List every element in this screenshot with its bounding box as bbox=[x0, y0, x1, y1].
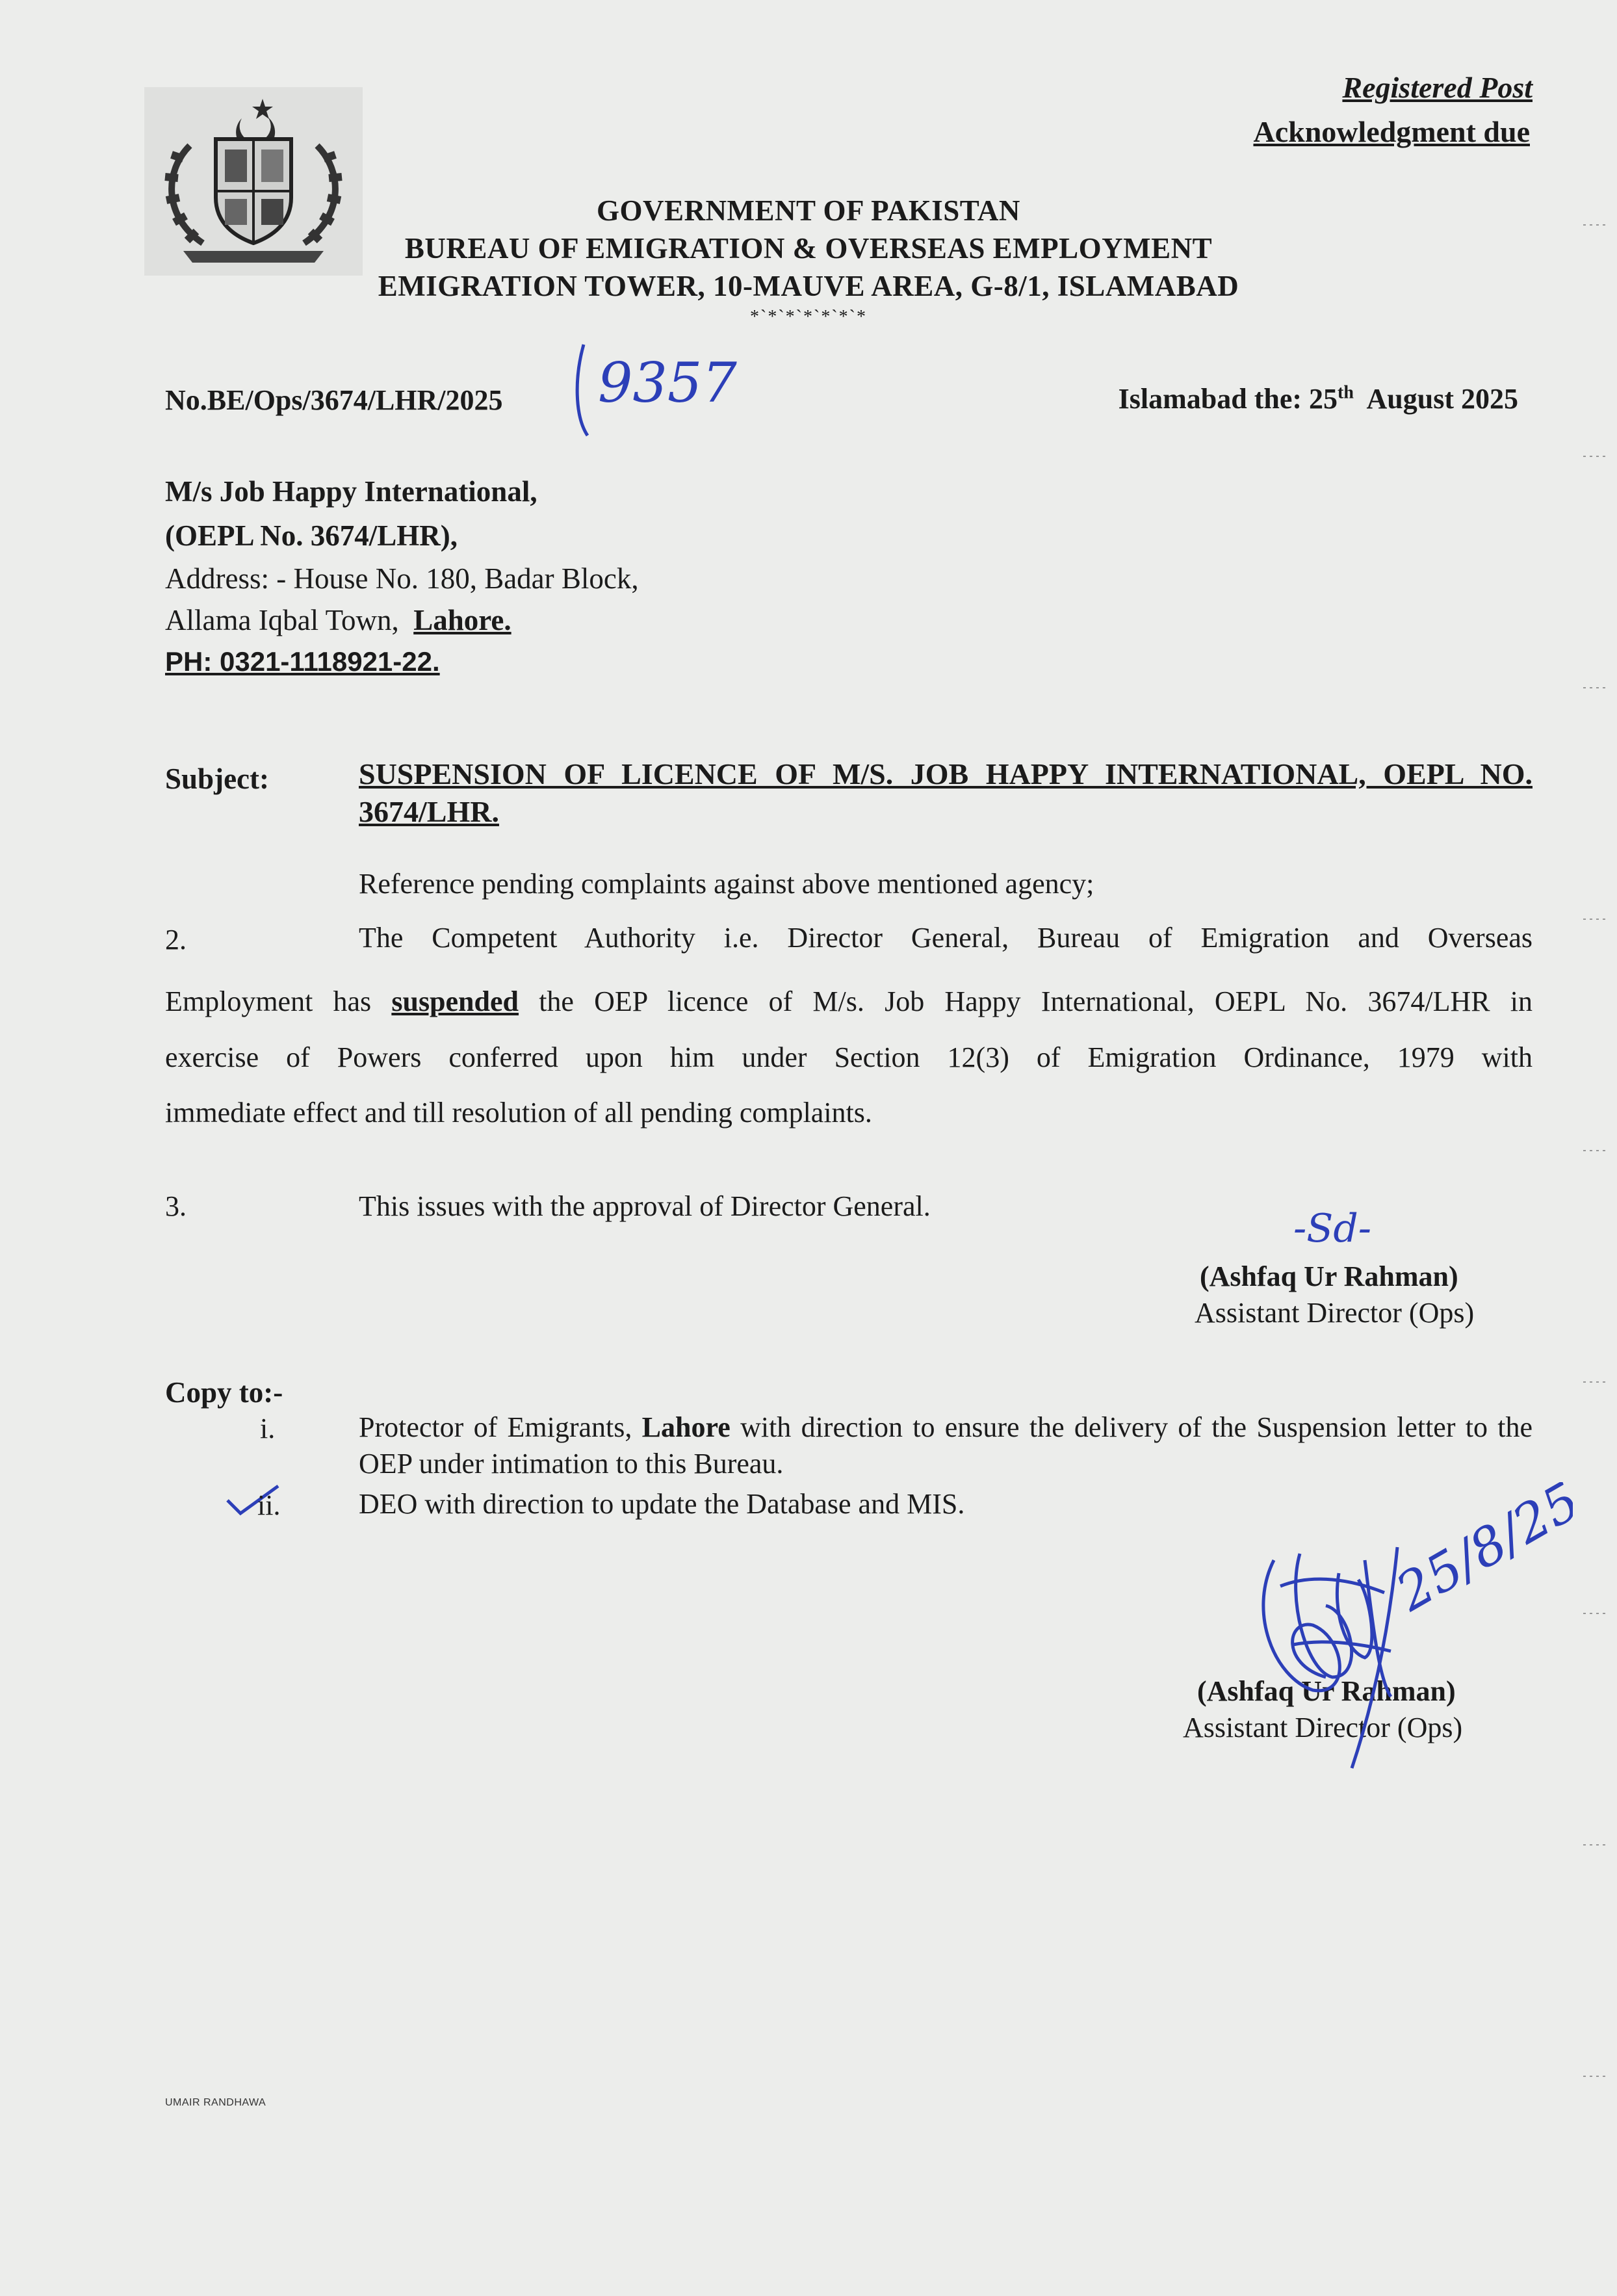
edge-mark bbox=[1583, 2075, 1609, 2078]
paragraph-2-text-2a: Employment has bbox=[165, 985, 372, 1017]
acknowledgment-due-label: Acknowledgment due bbox=[1253, 115, 1530, 148]
edge-mark bbox=[1583, 224, 1609, 226]
date-day: Islamabad the: 25 bbox=[1118, 383, 1338, 415]
heading-separator: *`*`*`*`*`*`* bbox=[750, 307, 867, 327]
copy-item-2-text: DEO with direction to update the Database and MIS. bbox=[359, 1488, 965, 1520]
copy-item-1-post: with direction to ensure the delivery of the Suspension letter to the OEP under intimation to this Bureau. bbox=[359, 1411, 1533, 1480]
edge-mark bbox=[1583, 455, 1609, 458]
copy-to-label: Copy to:- bbox=[165, 1376, 283, 1409]
paragraph-2-line-3: exercise of Powers conferred upon him under Section 12(3) of Emigration Ordinance, 1979 with bbox=[165, 1041, 1533, 1073]
handwritten-signature bbox=[1235, 1482, 1573, 1781]
heading-line-2: BUREAU OF EMIGRATION & OVERSEAS EMPLOYMENT bbox=[404, 232, 1213, 265]
paragraph-2-line-2 bbox=[165, 974, 1533, 1030]
signatory-name-1: (Ashfaq Ur Rahman) bbox=[1200, 1260, 1458, 1292]
edge-mark bbox=[1583, 1381, 1609, 1383]
paragraph-1: Reference pending complaints against above mentioned agency; bbox=[359, 868, 1094, 900]
addressee-name: M/s Job Happy International, bbox=[165, 475, 537, 508]
subject-text: SUSPENSION OF LICENCE OF M/S. JOB HAPPY INTERNATIONAL, OEPL NO. 3674/LHR. bbox=[359, 757, 1533, 828]
reference-number: No.BE/Ops/3674/LHR/2025 bbox=[165, 384, 503, 416]
addressee-phone: PH: 0321-1118921-22. bbox=[165, 646, 440, 677]
paragraph-2-number: 2. bbox=[165, 924, 187, 956]
copy-item-1-city: Lahore bbox=[641, 1411, 731, 1443]
sd-mark-text: -Sd- bbox=[1293, 1206, 1372, 1251]
issue-date bbox=[1119, 382, 1518, 415]
diary-number-text: 9357 bbox=[598, 351, 737, 415]
paragraph-2-text-1: The Competent Authority i.e. Director General, Bureau of Emigration and Overseas bbox=[359, 922, 1533, 954]
addressee-address: Address: - House No. 180, Badar Block, bbox=[165, 562, 639, 595]
paragraph-2-line-4: immediate effect and till resolution of all pending complaints. bbox=[165, 1097, 872, 1128]
paragraph-2-line-1 bbox=[165, 923, 1533, 962]
handwritten-diary-number bbox=[568, 332, 763, 449]
addressee-address-line-2 bbox=[165, 598, 511, 642]
copy-item-2-number: ii. bbox=[257, 1489, 281, 1521]
paragraph-3-number: 3. bbox=[165, 1190, 187, 1222]
footer-file-path: UMAIR RANDHAWA bbox=[165, 2097, 266, 2108]
addressee-license: (OEPL No. 3674/LHR), bbox=[165, 519, 458, 552]
signatory-designation-1: Assistant Director (Ops) bbox=[1195, 1297, 1475, 1329]
signatory-designation-2: Assistant Director (Ops) bbox=[1183, 1712, 1463, 1743]
edge-mark bbox=[1583, 1844, 1609, 1846]
suspended-keyword: suspended bbox=[391, 985, 519, 1017]
registered-post-label: Registered Post bbox=[1342, 71, 1533, 104]
signatory-name-2: (Ashfaq Ur Rahman) bbox=[1197, 1675, 1456, 1707]
edge-mark bbox=[1583, 1149, 1609, 1152]
copy-item-1-text bbox=[359, 1409, 1533, 1482]
date-suffix: th bbox=[1338, 382, 1354, 403]
signature-date-text: 25/8/25 bbox=[1386, 1482, 1573, 1623]
date-month-year: August 2025 bbox=[1366, 383, 1518, 415]
heading-line-3: EMIGRATION TOWER, 10-MAUVE AREA, G-8/1, ISLAMABAD bbox=[378, 270, 1239, 302]
edge-mark bbox=[1583, 1612, 1609, 1615]
addressee-city: Lahore. bbox=[413, 604, 511, 636]
copy-item-1-pre: Protector of Emigrants, bbox=[359, 1411, 632, 1443]
addressee-town: Allama Iqbal Town, bbox=[165, 604, 399, 636]
paragraph-3-text: This issues with the approval of Director General. bbox=[359, 1190, 931, 1222]
edge-mark bbox=[1583, 918, 1609, 920]
handwritten-sd-mark bbox=[1287, 1200, 1443, 1259]
heading-line-1: GOVERNMENT OF PAKISTAN bbox=[597, 194, 1020, 227]
copy-item-1-number: i. bbox=[260, 1413, 276, 1444]
paragraph-2-text-2b: the OEP licence of M/s. Job Happy International, OEPL No. 3674/LHR in bbox=[539, 985, 1533, 1017]
edge-mark bbox=[1583, 686, 1609, 689]
subject-label: Subject: bbox=[165, 763, 269, 795]
